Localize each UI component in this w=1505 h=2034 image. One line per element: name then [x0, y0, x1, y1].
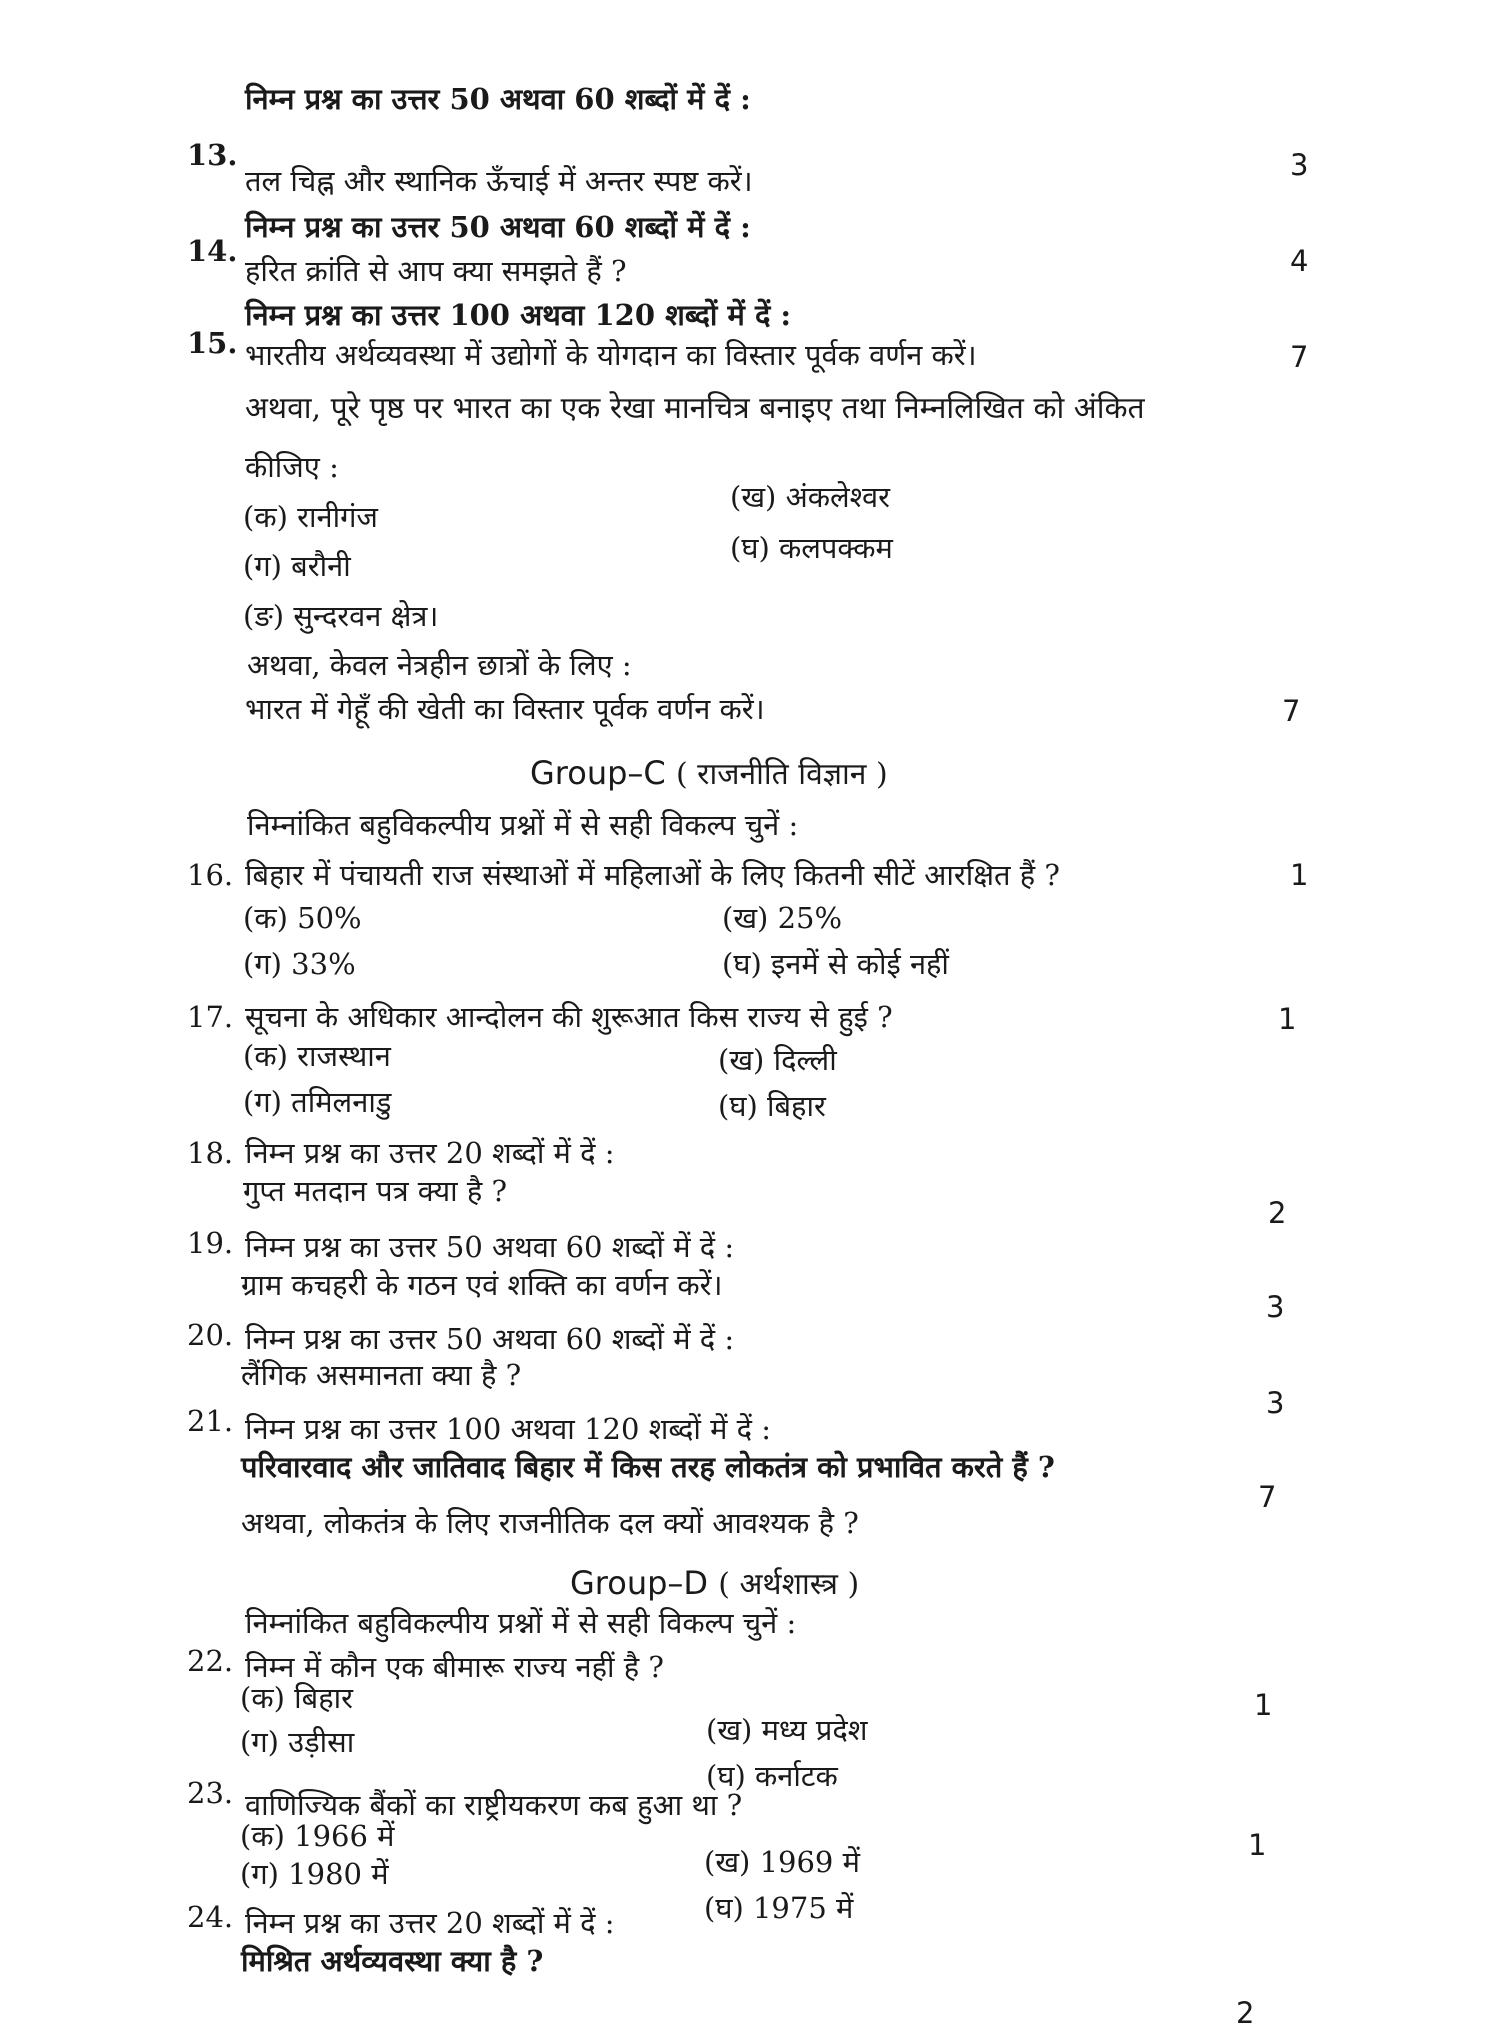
q23-marks: 1 [1248, 1828, 1267, 1862]
q15-or-map-line1: अथवा, पूरे पृष्ठ पर भारत का एक रेखा मानचित्र बनाइए तथा निम्नलिखित को अंकित [245, 391, 1145, 426]
q16-question: बिहार में पंचायती राज संस्थाओं में महिलाओं के लिए कितनी सीटें आरक्षित हैं ? [245, 858, 1060, 892]
q21-number: 21. [187, 1404, 234, 1438]
q15-instruction: निम्न प्रश्न का उत्तर 100 अथवा 120 शब्दों में दें : [245, 298, 792, 332]
q19-number: 19. [187, 1226, 234, 1260]
q17-number: 17. [187, 1000, 234, 1034]
q13-instruction: निम्न प्रश्न का उत्तर 50 अथवा 60 शब्दों में दें : [245, 82, 751, 116]
group-d-mcq-instruction: निम्नांकित बहुविकल्पीय प्रश्नों में से सही विकल्प चुनें : [245, 1606, 797, 1640]
q17-option-b: (ख) दिल्ली [718, 1043, 837, 1077]
q23-option-c: (ग) 1980 में [240, 1857, 389, 1891]
q24-instruction: निम्न प्रश्न का उत्तर 20 शब्दों में दें : [245, 1906, 615, 1940]
q23-question: वाणिज्यिक बैंकों का राष्ट्रीयकरण कब हुआ था ? [245, 1788, 743, 1822]
q14-number: 14. [187, 234, 238, 268]
q20-question: लैंगिक असमानता क्या है ? [241, 1358, 522, 1392]
q17-option-a: (क) राजस्थान [243, 1039, 391, 1073]
q15-blind-question: भारत में गेहूँ की खेती का विस्तार पूर्वक वर्णन करें। [245, 692, 765, 726]
page-number: 2 [1236, 1996, 1255, 2030]
q23-number: 23. [187, 1776, 234, 1810]
q17-option-c: (ग) तमिलनाडु [243, 1085, 392, 1119]
q16-option-d: (घ) इनमें से कोई नहीं [722, 947, 949, 981]
q15-or-blind: अथवा, केवल नेत्रहीन छात्रों के लिए : [247, 648, 632, 682]
q21-marks: 7 [1258, 1480, 1277, 1514]
q17-marks: 1 [1278, 1002, 1297, 1036]
q18-marks: 2 [1268, 1196, 1287, 1230]
q15-map-option-a: (क) रानीगंज [243, 500, 378, 534]
q15-map-option-e: (ङ) सुन्दरवन क्षेत्र। [243, 599, 439, 633]
q22-number: 22. [187, 1644, 234, 1678]
q16-marks: 1 [1290, 858, 1309, 892]
q22-option-b: (ख) मध्य प्रदेश [706, 1713, 868, 1747]
q22-option-d: (घ) कर्नाटक [706, 1759, 838, 1793]
q15-number: 15. [187, 326, 238, 360]
q15-question: भारतीय अर्थव्यवस्था में उद्योगों के योगदान का विस्तार पूर्वक वर्णन करें। [245, 338, 977, 372]
q15-map-option-d: (घ) कलपक्कम [730, 531, 893, 565]
q18-question: गुप्त मतदान पत्र क्या है ? [243, 1174, 508, 1208]
q13-number: 13. [187, 138, 238, 172]
group-c-subtitle: ( राजनीति विज्ञान ) [675, 757, 888, 792]
q21-question: परिवारवाद और जातिवाद बिहार में किस तरह लोकतंत्र को प्रभावित करते हैं ? [241, 1450, 1055, 1484]
q21-instruction: निम्न प्रश्न का उत्तर 100 अथवा 120 शब्दों में दें : [245, 1412, 772, 1446]
q14-instruction: निम्न प्रश्न का उत्तर 50 अथवा 60 शब्दों में दें : [245, 210, 751, 244]
q19-question: ग्राम कचहरी के गठन एवं शक्ति का वर्णन करें। [241, 1268, 723, 1302]
q16-number: 16. [187, 858, 234, 892]
q22-option-c: (ग) उड़ीसा [240, 1725, 355, 1759]
q20-number: 20. [187, 1318, 234, 1352]
q18-number: 18. [187, 1136, 234, 1170]
q23-option-b: (ख) 1969 में [704, 1845, 860, 1879]
q13-marks: 3 [1290, 148, 1309, 182]
q17-question: सूचना के अधिकार आन्दोलन की शुरूआत किस राज्य से हुई ? [245, 1000, 893, 1034]
q14-marks: 4 [1290, 244, 1309, 278]
q15-or-map-line2: कीजिए : [245, 450, 339, 484]
q15-blind-marks: 7 [1282, 694, 1301, 728]
q24-question: मिश्रित अर्थव्यवस्था क्या है ? [241, 1944, 544, 1978]
q19-marks: 3 [1266, 1290, 1285, 1324]
q23-option-d: (घ) 1975 में [704, 1891, 854, 1925]
group-d-heading [570, 1562, 859, 1603]
q16-option-c: (ग) 33% [243, 947, 356, 981]
q23-option-a: (क) 1966 में [240, 1819, 395, 1853]
q21-or-question: अथवा, लोकतंत्र के लिए राजनीतिक दल क्यों आवश्यक है ? [241, 1506, 859, 1540]
q15-marks: 7 [1290, 340, 1309, 374]
q24-number: 24. [187, 1900, 234, 1934]
q20-marks: 3 [1266, 1386, 1285, 1420]
q14-question: हरित क्रांति से आप क्या समझते हैं ? [245, 254, 627, 288]
q17-option-d: (घ) बिहार [718, 1089, 826, 1123]
group-d-title: Group–D [570, 1564, 709, 1602]
q19-instruction: निम्न प्रश्न का उत्तर 50 अथवा 60 शब्दों में दें : [245, 1230, 735, 1264]
q15-map-option-c: (ग) बरौनी [243, 549, 351, 583]
q22-option-a: (क) बिहार [240, 1681, 353, 1715]
group-c-heading [530, 752, 888, 793]
q15-map-option-b: (ख) अंकलेश्वर [730, 480, 890, 514]
q22-marks: 1 [1254, 1688, 1273, 1722]
group-d-subtitle: ( अर्थशास्त्र ) [718, 1567, 860, 1602]
q20-instruction: निम्न प्रश्न का उत्तर 50 अथवा 60 शब्दों में दें : [245, 1322, 735, 1356]
q18-instruction: निम्न प्रश्न का उत्तर 20 शब्दों में दें : [245, 1136, 615, 1170]
group-c-title: Group–C [530, 754, 666, 792]
q16-option-a: (क) 50% [243, 901, 362, 935]
group-c-mcq-instruction: निम्नांकित बहुविकल्पीय प्रश्नों में से सही विकल्प चुनें : [247, 808, 799, 842]
q13-question: तल चिह्न और स्थानिक ऊँचाई में अन्तर स्पष्ट करें। [245, 164, 753, 198]
q22-question: निम्न में कौन एक बीमारू राज्य नहीं है ? [245, 1650, 664, 1684]
q16-option-b: (ख) 25% [722, 901, 843, 935]
